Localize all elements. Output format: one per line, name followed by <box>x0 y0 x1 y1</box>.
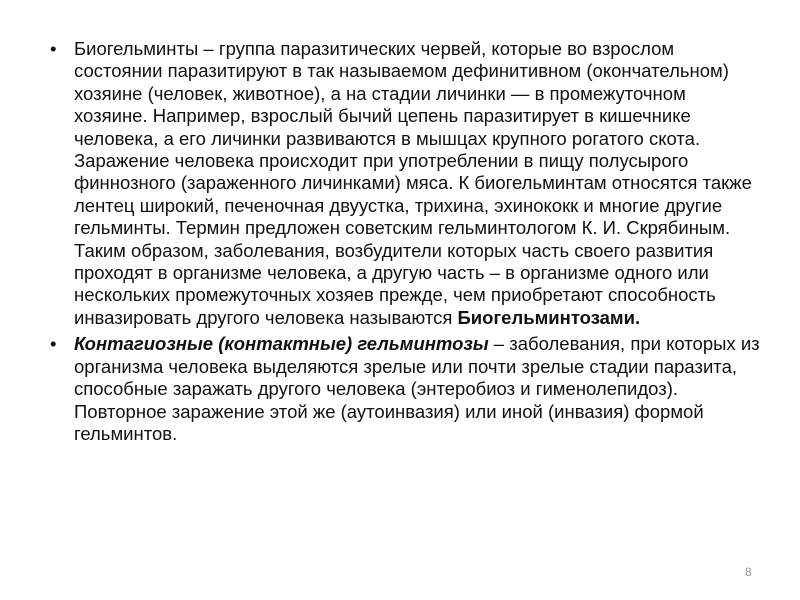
slide-content <box>50 38 762 449</box>
page-number: 8 <box>745 565 752 579</box>
bullet-body-text: – заболевания, при которых из организма человека выделяются зрелые или почти зрелые стадии паразита, способные заражать другого человека (энтеробиоз и гименолепидоз). Повторное заражение этой же (аутоинвазия) или иной (инвазия) формой гельминтов. <box>74 333 760 444</box>
bullet-text <box>74 38 762 329</box>
bullet-marker: • <box>50 38 57 59</box>
bullet-marker: • <box>50 333 57 355</box>
term-contagious-helminthoses: Контагиозные (контактные) гельминтозы <box>74 333 489 355</box>
bullet-item-biohelminths <box>50 38 762 329</box>
bullet-text <box>74 333 762 445</box>
bullet-item-contagious <box>50 333 762 445</box>
bullet-body-text: Биогельминты – группа паразитических червей, которые во взрослом состоянии паразитируют в так называемом дефинитивном (окончательном) хозяине (человек, животное), а на стадии личинки — в промежуточном хозяине. Например, взрослый бычий цепень паразитирует в кишечнике человека, а его личинки развиваются в мышцах крупного рогатого скота. Заражение человека происходит при употреблении в пищу полусырого финнозного (зараженного личинками) мяса. К биогельминтам относятся также лентец широкий, печеночная двуустка, трихина, эхинококк и многие другие гельминты. Термин предложен советским гельминтологом К. И. Скрябиным. Таким образом, заболевания, возбудители которых часть своего развития проходят в организме человека, а другую часть – в организме одного или нескольких промежуточных хозяев прежде, чем приобретают способность инвазировать другого человека называются <box>74 38 752 328</box>
term-biohelminthoses: Биогельминтозами. <box>457 306 641 328</box>
